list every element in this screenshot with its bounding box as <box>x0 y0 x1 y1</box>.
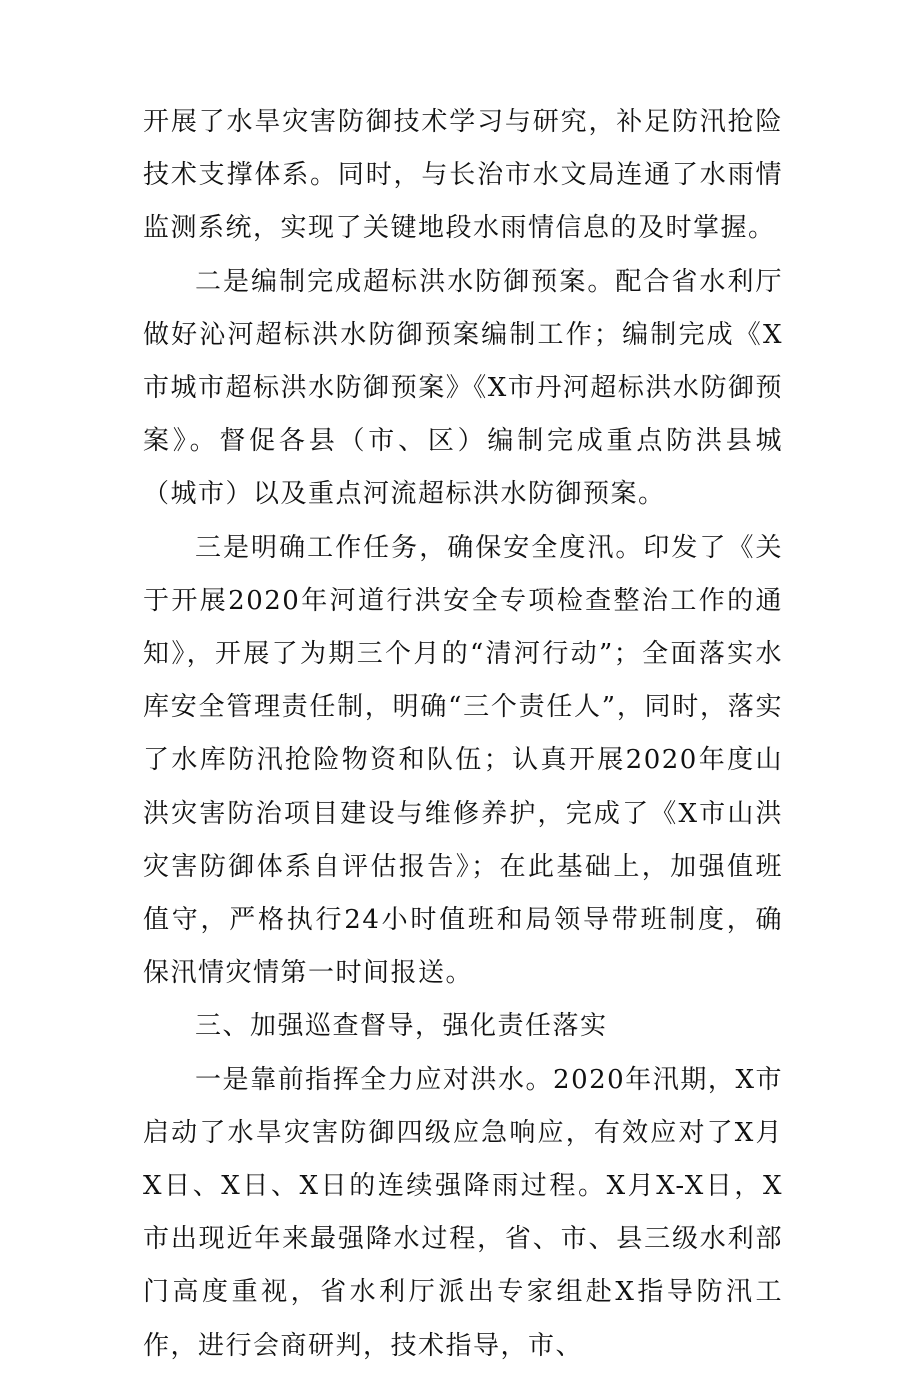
paragraph-continuation: 开展了水旱灾害防御技术学习与研究，补足防汛抢险技术支撑体系。同时，与长治市水文局连通了水雨情监测系统，实现了关键地段水雨情信息的及时掌握。 <box>143 107 783 244</box>
document-body <box>143 96 783 1373</box>
section-heading: 三、加强巡查督导，强化责任落实 <box>195 1011 608 1042</box>
paragraph-flood-plan: 二是编制完成超标洪水防御预案。配合省水利厅做好沁河超标洪水防御预案编制工作；编制完成《X市城市超标洪水防御预案》《X市丹河超标洪水防御预案》。督促各县（市、区）编制完成重点防洪县城（城市）以及重点河流超标洪水防御预案。 <box>143 266 783 510</box>
paragraph-command-response: 一是靠前指挥全力应对洪水。2020年汛期，X市启动了水旱灾害防御四级应急响应，有效应对了X月X日、X日、X日的连续强降雨过程。X月X-X日，X市出现近年来最强降水过程，省、市、县三级水利部门高度重视，省水利厅派出专家组赴X指导防汛工作，进行会商研判，技术指导，市、 <box>143 1064 783 1361</box>
paragraph-work-tasks: 三是明确工作任务，确保安全度汛。印发了《关于开展2020年河道行洪安全专项检查整治工作的通知》，开展了为期三个月的“清河行动”；全面落实水库安全管理责任制，明确“三个责任人”，同时，落实了水库防汛抢险物资和队伍；认真开展2020年度山洪灾害防治项目建设与维修养护，完成了《X市山洪灾害防御体系自评估报告》；在此基础上，加强值班值守，严格执行24小时值班和局领导带班制度，确保汛情灾情第一时间报送。 <box>143 532 783 989</box>
